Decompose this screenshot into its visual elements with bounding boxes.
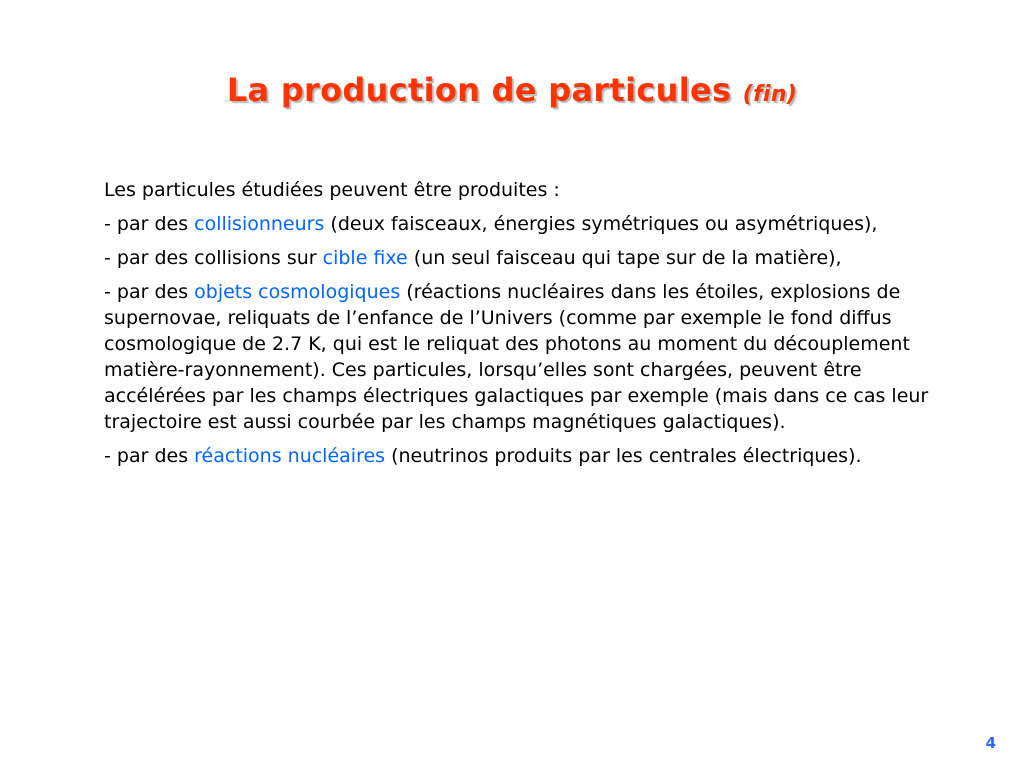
item-text: (deux faisceaux, énergies symétriques ou asymétriques), xyxy=(324,213,878,235)
highlight-cible-fixe: cible fixe xyxy=(322,247,408,269)
item-text: (réactions nucléaires dans les étoiles, explosions de supernovae, reliquats de l’enfance de l’Univers (comme par exemple le fond diffus cosmologique de 2.7 K, qui est le reliquat des photons au moment du découplement matière-rayonnement). Ces particules, lorsqu’elles sont chargées, peuvent être accélérées par les champs électriques galactiques par exemple (mais dans ce cas leur trajectoire est aussi courbée par les champs magnétiques galactiques). xyxy=(104,281,929,433)
list-item-objets-cosmologiques xyxy=(104,279,944,435)
slide-title xyxy=(0,66,1024,119)
slide-title-suffix: (fin) xyxy=(742,82,798,107)
item-prefix: - par des xyxy=(104,445,195,467)
list-item-collisionneurs xyxy=(104,211,944,237)
intro-paragraph: Les particules étudiées peuvent être produites : xyxy=(104,179,560,201)
item-prefix: - par des xyxy=(104,281,195,303)
slide-body xyxy=(104,177,944,477)
highlight-objets-cosmologiques: objets cosmologiques xyxy=(194,281,401,303)
item-prefix: - par des collisions sur xyxy=(104,247,323,269)
page-number: 4 xyxy=(985,734,996,752)
slide-title-main: La production de particules xyxy=(226,71,732,109)
item-text: (neutrinos produits par les centrales électriques). xyxy=(385,445,862,467)
item-prefix: - par des xyxy=(104,213,195,235)
list-item-reactions-nucleaires xyxy=(104,443,944,469)
list-item-cible-fixe xyxy=(104,245,944,271)
highlight-collisionneurs: collisionneurs xyxy=(194,213,325,235)
highlight-reactions-nucleaires: réactions nucléaires xyxy=(194,445,386,467)
item-text: (un seul faisceau qui tape sur de la matière), xyxy=(407,247,842,269)
